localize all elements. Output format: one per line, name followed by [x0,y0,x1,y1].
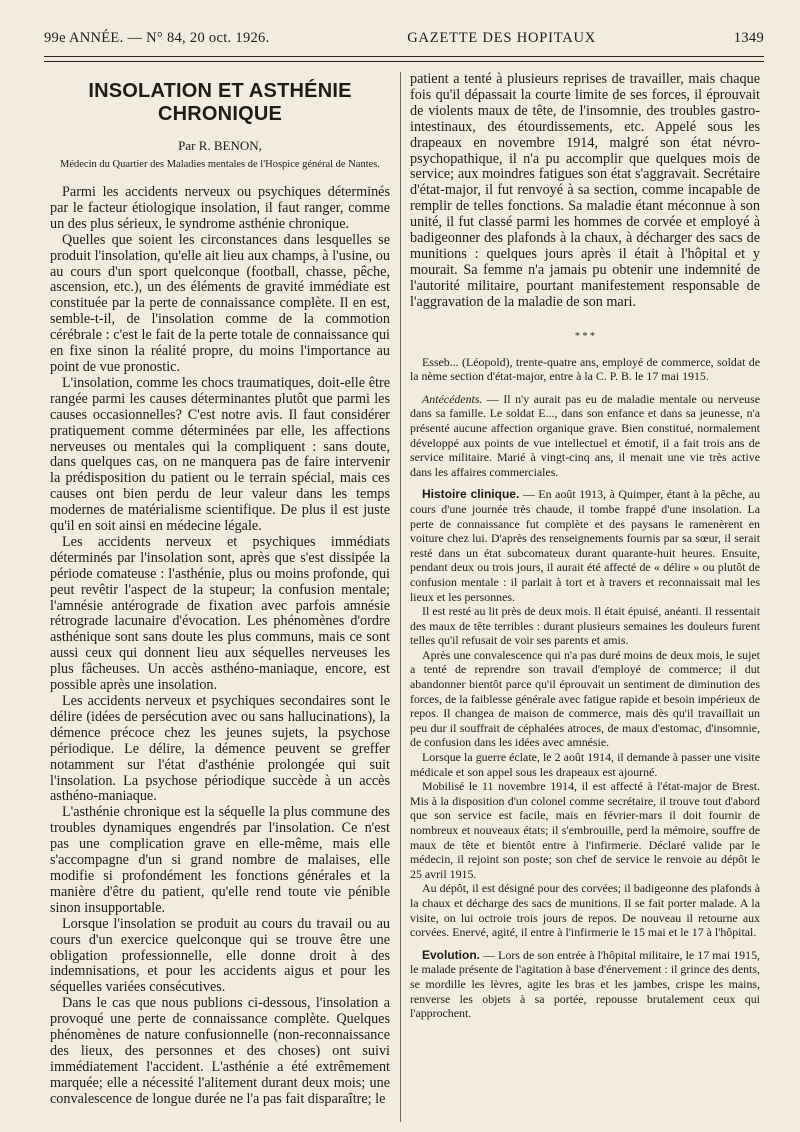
paragraph: Dans le cas que nous publions ci-dessous, l'insolation a provoqué une perte de connaissance complète. Quelques phénomènes de nature confusionnelle (non-reconnaissance des lieux, des personnes et des choses) ont suivi immédiatement l'accident. L'asthénie a été extrêmement marquée; elle a nécessité l'alitement durant deux mois; une convalescence de longue durée ne l'a pas fait disparaître; le [50,995,390,1107]
left-column [50,72,390,1108]
paragraph: Parmi les accidents nerveux ou psychiques déterminés par le facteur étiologique insolation, il faut ranger, comme un des plus sérieux, le syndrome asthénie chronique. [50,184,390,232]
history-heading: Histoire clinique. [422,487,520,502]
right-column [410,72,760,1021]
paragraph: patient a tenté à plusieurs reprises de travailler, mais chaque fois qu'il dépassait la courte limite de ses forces, il éprouvait de violents maux de tête, de l'insomnie, des troubles gastro-intestinaux, des étourdissements, etc. Appelé sous les drapeaux en novembre 1914, malgré son état névro-psychopathique, il n'a pu accomplir que quelques mois de service; aux moindres fatigues son état s'aggravait. Secrétaire d'état-major, il fut renvoyé à sa section, comme incapable de remplir de telles fonctions. Sa maladie étant méconnue à son unité, il fut classé parmi les hommes de corvée et employé à badigeonner des plafonds à la chaux, à décharger des sacs de munitions : quelques jours après il était à l'hôpital et y mourait. Sa femme n'a jamais pu obtenir une indemnité de l'autorité militaire, pourtant manifestement responsable de l'aggravation de la maladie de son mari. [410,71,760,310]
left-body [50,185,390,1108]
evolution-text: — Lors de son entrée à l'hôpital militaire, le 17 mai 1915, le malade présente de l'agitation à base d'énervement : il grince des dents, se mordille les lèvres, agite les bras et les jambes, crispe les mains, renverse les objets à sa portée, repousse brutalement ceux qui l'approchent. [410,947,760,1021]
column-divider [400,72,401,1122]
paragraph: Lorsque l'insolation se produit au cours du travail ou au cours d'un exercice quelconque qui se trouve être une obligation professionnelle, elle donne droit à des indemnisations, et pour les accidents aigus et pour les séquelles variées consécutives. [50,915,390,996]
evolution-heading: Evolution. [422,947,480,962]
case-report [410,355,760,1021]
paragraph: Lorsque la guerre éclate, le 2 août 1914, il demande à passer une visite médicale et son appel sous les drapeaux est ajourné. [410,750,760,779]
paragraph: Au dépôt, il est désigné pour des corvées; il badigeonne des plafonds à la chaux et décharge des sacs de munitions. Il se fait porter malade. A la visite, on lui octroie trois jours de repos. De nouveau il retourne aux corvées. Enervé, agité, il entre à l'infirmerie le 15 mai et le 17 à l'hôpital. [410,881,760,940]
case-intro: Esseb... (Léopold), trente-quatre ans, employé de commerce, soldat de la nème section d'état-major, entre à la C. P. B. le 17 mai 1915. [410,354,760,384]
paragraph: Les accidents nerveux et psychiques immédiats déterminés par l'insolation sont, après que s'est dissipée la période comateuse : l'asthénie, plus ou moins profonde, qui peut revêtir l'aspect de la stupeur; la confusion mentale; l'amnésie antérograde de fixation avec parfois amnésie rétrograde lacunaire d'évocation. Les phénomènes d'ordre asthénique sont sans doute les plus communs, mais ce sont aussi ceux qui donnent lieu aux séquelles nerveuses les plus fâcheuses. Un accès asthéno-maniaque, encore, est possible après une insolation. [50,533,390,694]
history-paragraph [410,487,760,604]
header-rule-bottom [44,61,764,62]
author-affiliation: Médecin du Quartier des Maladies mentales de l'Hospice général de Nantes. [60,159,380,170]
paragraph: Mobilisé le 11 novembre 1914, il est affecté à l'état-major de Brest. Mis à la disposition d'un colonel comme secrétaire, il trouve tout d'abord que son service est facile, mais en février-mars il doit fournir de nombreux et nouveaux états; il s'embrouille, perd la mémoire, souffre de maux de tête et bientôt entre à l'infirmerie. Déclaré valide par le médecin, il rejoint son poste; son chef de service le renvoie au dépôt le 25 avril 1915. [410,779,760,881]
issue-info: 99e ANNÉE. — N° 84, 20 oct. 1926. [44,30,270,46]
right-body [410,72,760,311]
history-text: — En août 1913, à Quimper, étant à la pêche, au cours d'une journée très chaude, il tombe frappé d'une insolation. La perte de connaissance fut complète et des paysans le ramenèrent en voiture chez lui. D'après des renseignements fournis par sa sœur, il serait resté dans un état subcomateux durant quarante-huit heures. Ensuite, pendant deux ou trois jours, il aurait été affecté de « délire » ou plutôt de confusion mentale : il parlait à tort et à travers et reconnaissait mal les lieux et les personnes. [410,487,761,604]
header-rule-top [44,56,764,57]
author-line: Par R. BENON, [178,138,262,153]
section-separator: * * * [575,330,595,342]
page-number: 1349 [733,30,764,46]
running-header [44,30,764,52]
paragraph: Après une convalescence qui n'a pas duré moins de deux mois, le sujet a tenté de reprendre son travail d'employé de commerce; il dut abandonner bientôt parce qu'il éprouvait un sentiment de diminution des forces, de la faiblesse générale avec fatigue rapide et besoin impérieux de repos. Il changea de maison de commerce, mais dès qu'il travaillait un peu dur il souffrait de céphalées atroces, de maux d'estomac, d'insomnie, de confusion dans les idées avec amnésie. [410,647,760,750]
paragraph: L'insolation, comme les chocs traumatiques, doit-elle être rangée parmi les causes déterminantes plutôt que parmi les causes occasionnelles? C'est notre avis. Il faut considérer pratiquement comme déterminées par elle, les affections nerveuses ou mentales qui la compliquent : sans doute, dans quelques cas, on ne manquera pas de faire intervenir la prédisposition du patient ou le terrain spécial, mais ces causes ont bien perdu de leur valeur dans les temps modernes de matérialisme scientifique. De plus il est juste qu'il en soit ainsi en médecine légale. [50,374,390,535]
antecedents-text: — Il n'y aurait pas eu de maladie mentale ou nerveuse dans sa famille. Le soldat E..., dans son enfance et dans sa jeunesse, n'a présenté aucune affection organique grave. Bien constitué, normalement développé aux points de vue intellectuel et émotif, il a fait trois ans de service militaire. Marié à vingt-cinq ans, il menait une vie très active dans les affaires commerciales. [410,391,760,479]
evolution-paragraph [410,948,760,1021]
journal-title: GAZETTE DES HOPITAUX [407,30,597,46]
paragraph: Les accidents nerveux et psychiques secondaires sont le délire (idées de persécution avec ou sans hallucinations), la démence précoce chez les jeunes sujets, la psychose périodique. Le délire, la démence peuvent se greffer notamment sur l'état d'asthénie prolongée qui suit l'insolation. La psychose périodique succède à un accès asthéno-maniaque. [50,693,390,805]
paragraph: Il est resté au lit près de deux mois. Il était épuisé, anéanti. Il ressentait des maux de tête terribles : durant plusieurs semaines les douleurs furent telles qu'il refusait de voir ses parents et amis. [410,604,760,648]
article-title: INSOLATION ET ASTHÉNIE CHRONIQUE [88,80,352,125]
antecedents-heading: Antécédents. [422,391,483,406]
paragraph: Quelles que soient les circonstances dans lesquelles se produit l'insolation, qu'elle ait lieu aux champs, à l'usine, ou au cours d'un sport quelconque (football, chasse, pêche, ascension, etc.), un des éléments de gravité immédiate est constituée par la perte de connaissance complète. Il en est, semble-t-il, de l'insolation comme de la commotion cérébrale : c'est le fait de la perte totale de connaissance qui en fixe sinon la réalité propre, du moins l'importance au point de vue pronostic. [50,231,390,375]
paragraph: L'asthénie chronique est la séquelle la plus commune des troubles dynamiques engendrés par l'insolation. Ce n'est pas une complication grave en elle-même, mais elle s'accompagne d'un si grand nombre de malaises, elle modifie si profondément les fonctions générales et la manière d'être du patient, qu'elle rend toute vie pénible sinon insupportable. [50,804,390,916]
antecedents-paragraph [410,392,760,480]
